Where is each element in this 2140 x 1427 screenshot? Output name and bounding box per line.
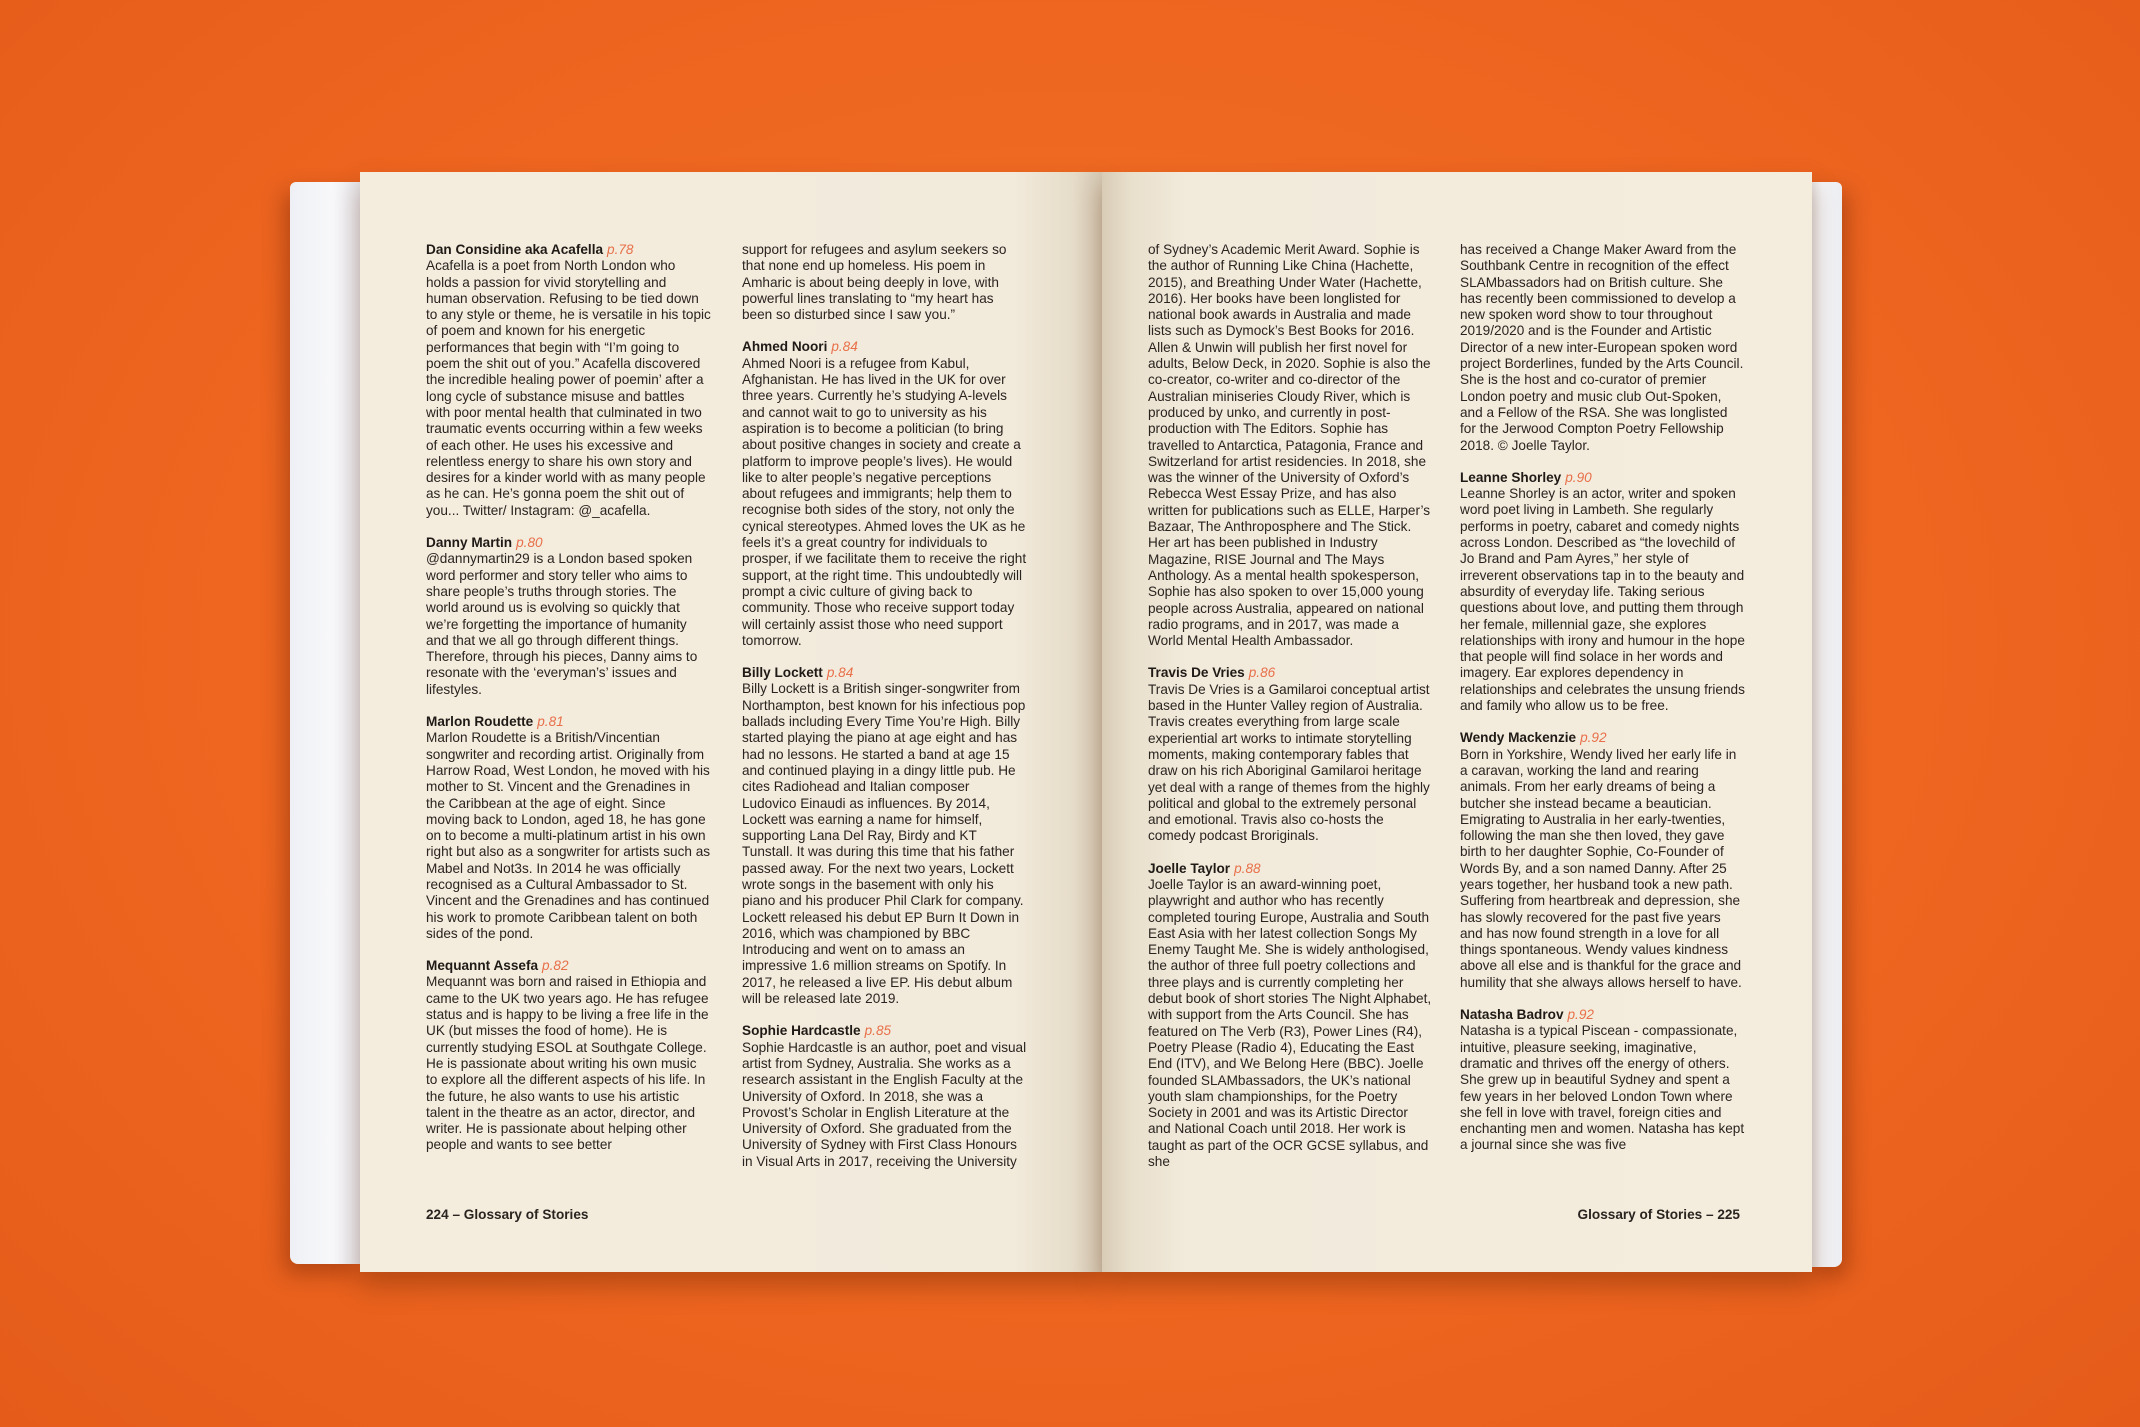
bio-heading [426,535,711,551]
page-reference: p.82 [542,958,569,974]
bio-text: Joelle Taylor is an award-winning poet, playwright and author who has recently completed touring Europe, Australia and South East Asia with her latest collection Songs My Enemy Taught Me. She is widely anthologised, the author of three full poetry collections and three plays and is currently completing her debut book of short stories The Night Alphabet, with support from the Arts Council. She has featured on The Verb (R3), Power Lines (R4), Poetry Please (Radio 4), Educating the East End (ITV), and We Belong Here (BBC). Joelle founded SLAMbassadors, the UK’s national youth slam championships, for the Poetry Society in 2001 and was its Artistic Director and National Coach until 2018. Her work is taught as part of the OCR GCSE syllabus, and she [1148,876,1432,1170]
bio-text: Mequannt was born and raised in Ethiopia and came to the UK two years ago. He has refugee status and is happy to be living a free life in the UK (but misses the food of home). He is currently studying ESOL at Southgate College. He is passionate about writing his own music to explore all the different aspects of his life. In the future, he also wants to use his artistic talent in the theatre as an actor, director, and writer. He is passionate about helping other people and wants to see better [426,974,709,1153]
bio-entry [1460,730,1745,991]
left-page-folio: 224 – Glossary of Stories [426,1207,589,1222]
page-reference: p.78 [607,242,634,257]
bio-name: Travis De Vries [1148,665,1245,681]
bio-heading [742,1023,1027,1039]
page-reference: p.88 [1234,860,1261,876]
bio-text: Marlon Roudette is a British/Vincentian songwriter and recording artist. Originally from Harrow Road, West London, he moved with his mother to St. Vincent and the Grenadines in the Caribbean at the age of eight. Since moving back to London, aged 18, he has gone on to become a multi-platinum artist in his own right but also as a songwriter for artists such as Mabel and Not3s. In 2014 he was officially recognised as a Cultural Ambassador to St. Vincent and the Grenadines and has continued his work to promote Caribbean talent on both sides of the pond. [426,730,711,941]
right-page [1102,172,1812,1272]
page-reference: p.85 [864,1023,892,1039]
bio-heading [426,958,711,974]
left-page [360,172,1102,1272]
bio-heading [1148,665,1433,681]
bio-entry [1460,242,1745,454]
page-reference: p.90 [1565,469,1592,485]
bio-text: Born in Yorkshire, Wendy lived her early life in a caravan, working the land and rearing animals. From her early dreams of being a butcher she instead became a beautician. Emigrating to Australia in her early-twenties, following the man she then loved, they gave birth to her daughter Sophie, Co-Founder of Words By, and a son named Danny. After 25 years together, her husband took a new path. Suffering from heartbreak and depression, she has slowly recovered for the past five years and has now found strength in a love for all things spontaneous. Wendy values kindness above all else and is thankful for the grace and humility that she always allows herself to have. [1460,746,1742,990]
left-page-column-2 [742,242,1027,1186]
bio-heading [742,339,1027,355]
page-reference: p.84 [831,339,858,355]
bio-entry [742,665,1027,1007]
bio-heading [1460,470,1745,486]
bio-name: Danny Martin [426,535,513,551]
bio-entry [1460,470,1745,714]
bio-name: Sophie Hardcastle [742,1023,861,1039]
bio-entry [1148,665,1433,844]
bio-heading [426,714,711,730]
bio-name: Ahmed Noori [742,339,828,355]
bio-name: Wendy Mackenzie [1460,730,1577,746]
bio-entry [1148,242,1433,649]
bio-text: of Sydney’s Academic Merit Award. Sophie is the author of Running Like China (Hachette, 2015), and Breathing Under Water (Hachette, 2016). Her books have been longlisted for national book awards in Australia and made lists such as Dymock’s Best Books for 2016. Allen & Unwin will publish her first novel for adults, Below Deck, in 2020. Sophie is also the co-creator, co-writer and co-director of the Australian miniseries Cloudy River, which is produced by unko, and currently in post-production with The Editors. Sophie has travelled to Antarctica, Patagonia, France and Switzerland for artist residencies. In 2018, she was the winner of the University of Oxford’s Rebecca West Essay Prize, and has also written for publications such as ELLE, Harper’s Bazaar, The Anthroposphere and The Stick. Her art has been published in Industry Magazine, RISE Journal and The Mays Anthology. As a mental health spokesperson, Sophie has also spoken to over 15,000 young people across Australia, appeared on national radio programs, and in 2017, was made a World Mental Health Ambassador. [1148,242,1431,649]
bio-name: Leanne Shorley [1460,469,1562,485]
page-reference: p.92 [1580,730,1607,746]
open-book [290,172,1842,1272]
bio-text: support for refugees and asylum seekers so that none end up homeless. His poem in Amharic is about being deeply in love, with powerful lines translating to “my heart has been so disturbed since I saw you.” [742,242,1007,323]
bio-entry [426,958,711,1154]
bio-entry [426,242,711,519]
left-page-edges [290,182,362,1264]
right-page-folio: Glossary of Stories – 225 [1577,1207,1740,1222]
right-page-column-2 [1460,242,1745,1170]
bio-entry [1460,1007,1745,1154]
bio-entry [742,339,1027,649]
bio-text: Travis De Vries is a Gamilaroi conceptual artist based in the Hunter Valley region of Australia. Travis creates everything from large scale experiential art works to intimate storytelling moments, making contemporary fables that draw on his rich Aboriginal Gamilaroi heritage yet deal with a range of themes from the highly political and global to the extremely personal and emotional. Travis also co-hosts the comedy podcast Broriginals. [1148,681,1430,844]
bio-name: Marlon Roudette [426,714,534,730]
bio-entry [742,1023,1027,1170]
bio-entry [426,714,711,942]
bio-heading [1460,730,1745,746]
bio-text: Sophie Hardcastle is an author, poet and visual artist from Sydney, Australia. She works as a research assistant in the English Faculty at the University of Oxford. In 2018, she was a Provost’s Scholar in English Literature at the University of Oxford. She graduated from the University of Sydney with First Class Honours in Visual Arts in 2017, receiving the University [742,1039,1027,1169]
bio-name: Mequannt Assefa [426,958,539,974]
bio-text: Billy Lockett is a British singer-songwriter from Northampton, best known for his infectious pop ballads including Every Time You’re High. Billy started playing the piano at age eight and has had no lessons. He started a band at age 15 and continued playing in a dingy little pub. He cites Radiohead and Italian composer Ludovico Einaudi as influences. By 2014, Lockett was earning a name for himself, supporting Lana Del Ray, Birdy and KT Tunstall. It was during this time that his father passed away. For the next two years, Lockett wrote songs in the basement with only his piano and his producer Phil Clark for company. Lockett released his debut EP Burn It Down in 2016, which was championed by BBC Introducing and went on to amass an impressive 1.6 million streams on Spotify. In 2017, he released a live EP. His debut album will be released late 2019. [742,681,1026,1007]
page-reference: p.86 [1248,665,1276,681]
right-page-edges [1808,182,1842,1267]
bio-name: Dan Considine aka Acafella [426,242,604,257]
bio-text: Leanne Shorley is an actor, writer and spoken word poet living in Lambeth. She regularly performs in poetry, cabaret and comedy nights across London. Described as “the lovechild of Jo Brand and Pam Ayres,” her style of irreverent observations tap in to the beauty and absurdity of everyday life. Taking serious questions about love, and putting them through her female, millennial gaze, she explores relationships with irony and humour in the hope that people will find solace in her words and imagery. Ear explores dependency in relationships and celebrates the unsung friends and family who allow us to be free. [1460,486,1745,714]
bio-entry [742,242,1027,323]
page-reference: p.81 [537,714,564,730]
bio-name: Natasha Badrov [1460,1007,1564,1023]
bio-heading [742,665,1027,681]
bio-text: Ahmed Noori is a refugee from Kabul, Afghanistan. He has lived in the UK for over three years. Currently he’s studying A-levels and cannot wait to go to university as his aspiration is to become a politician (to bring about positive changes in society and create a platform to improve people’s lives). He would like to alter people’s negative perceptions about refugees and immigrants; help them to recognise both sides of the story, not only the cynical stereotypes. Ahmed loves the UK as he feels it’s a great country for individuals to prosper, if we facilitate them to receive the right support, at the right time. This undoubtedly will prompt a civic culture of giving back to community. Those who receive support today will certainly assist those who need support tomorrow. [742,355,1027,648]
bio-entry [426,535,711,698]
bio-entry [1148,861,1433,1171]
bio-heading [1148,861,1433,877]
bio-text: Natasha is a typical Piscean - compassionate, intuitive, pleasure seeking, imaginative, dramatic and thrives off the energy of others. She grew up in beautiful Sydney and spent a few years in her beloved London Town where she fell in love with travel, foreign cities and enchanting men and women. Natasha has kept a journal since she was five [1460,1023,1745,1153]
page-reference: p.92 [1567,1007,1594,1023]
page-reference: p.84 [826,665,854,681]
bio-heading [1460,1007,1745,1023]
right-page-column-1 [1148,242,1433,1186]
bio-name: Joelle Taylor [1148,860,1231,876]
bio-name: Billy Lockett [742,665,823,681]
bio-heading [426,242,711,258]
bio-text: Acafella is a poet from North London who holds a passion for vivid storytelling and human observation. Refusing to be tied down to any style or theme, he is versatile in his topic of poem and known for his energetic performances that begin with “I’m going to poem the shit out of you.” Acafella discovered the incredible healing power of poemin’ after a long cycle of substance misuse and battles with poor mental health that culminated in two traumatic events occurring within a few weeks of each other. He uses his excessive and relentless energy to share his own story and desires for a kinder world with as many people as he can. He’s gonna poem the shit out of you... Twitter/ Instagram: @_acafella. [426,258,711,518]
left-page-column-1 [426,242,711,1170]
bio-text: @dannymartin29 is a London based spoken word performer and story teller who aims to share people’s truths through stories. The world around us is evolving so quickly that we’re forgetting the importance of humanity and that we all go through different things. Therefore, through his pieces, Danny aims to resonate with the ‘everyman’s’ issues and lifestyles. [426,551,698,697]
page-reference: p.80 [516,535,543,551]
bio-text: has received a Change Maker Award from the Southbank Centre in recognition of the effect SLAMbassadors had on British culture. She has recently been commissioned to develop a new spoken word show to tour throughout 2019/2020 and is the Founder and Artistic Director of a new inter-European spoken word project Borderlines, funded by the Arts Council. She is the host and co-curator of premier London poetry and music club Out-Spoken, and a Fellow of the RSA. She was longlisted for the Jerwood Compton Poetry Fellowship 2018. © Joelle Taylor. [1460,242,1744,453]
